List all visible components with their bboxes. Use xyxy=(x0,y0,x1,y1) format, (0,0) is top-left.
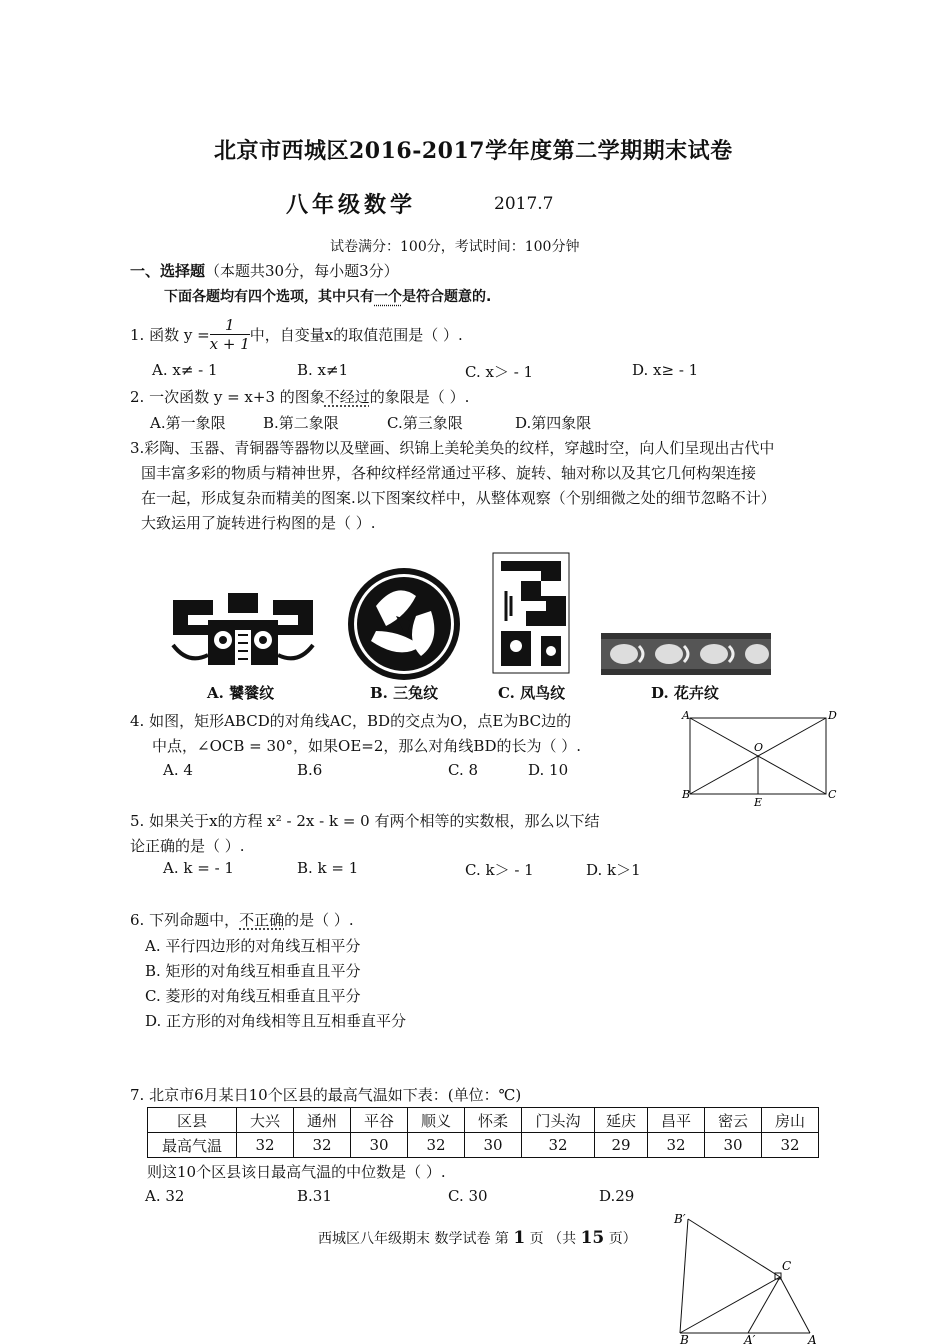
temperature-table xyxy=(147,1107,819,1158)
label-d: D xyxy=(828,709,837,722)
table-cell: 延庆 xyxy=(595,1108,648,1133)
table-cell: 32 xyxy=(294,1133,351,1158)
section-heading: 一、选择题（本题共30分，每小题3分） xyxy=(130,262,399,280)
table-cell: 昌平 xyxy=(648,1108,705,1133)
q7-option-a: A. 32 xyxy=(145,1187,185,1205)
table-cell: 通州 xyxy=(294,1108,351,1133)
phoenix-pattern-image xyxy=(491,551,571,675)
table-cell: 30 xyxy=(351,1133,408,1158)
table-cell: 平谷 xyxy=(351,1108,408,1133)
table-cell: 密云 xyxy=(705,1108,762,1133)
q3-caption-b: B. 三兔纹 xyxy=(370,684,439,702)
table-cell: 32 xyxy=(237,1133,294,1158)
fraction: $\frac{1}{x + 1}$ xyxy=(209,315,250,353)
q4-line-1: 4. 如图，矩形ABCD的对角线AC，BD的交点为O，点E为BC边的 xyxy=(130,712,572,730)
q1-option-d: D. x≥ - 1 xyxy=(632,361,699,379)
exam-date: 2017.7 xyxy=(494,194,554,214)
q7-option-d: D.29 xyxy=(599,1187,635,1205)
q2-option-c: C.第三象限 xyxy=(387,414,463,432)
table-cell: 最高气温 xyxy=(148,1133,237,1158)
table-cell: 32 xyxy=(522,1133,595,1158)
table-cell: 30 xyxy=(465,1133,522,1158)
table-cell: 29 xyxy=(595,1133,648,1158)
question-6: 6. 下列命题中，不正确的是（ ）. xyxy=(130,911,354,929)
q4-line-2: 中点，∠OCB = 30°，如果OE=2，那么对角线BD的长为（ ）. xyxy=(152,737,582,755)
label-o: O xyxy=(754,741,764,754)
table-cell: 32 xyxy=(408,1133,465,1158)
q2-option-b: B.第二象限 xyxy=(263,414,339,432)
q3-caption-d: D. 花卉纹 xyxy=(651,684,719,702)
q5-line-1: 5. 如果关于x的方程 x² - 2x - k = 0 有两个相等的实数根，那么以下结 xyxy=(130,812,600,830)
q4-option-d: D. 10 xyxy=(528,761,569,779)
q4-option-a: A. 4 xyxy=(163,761,193,779)
table-cell: 区县 xyxy=(148,1108,237,1133)
floral-pattern-image xyxy=(599,631,773,677)
q5-option-d: D. k＞1 xyxy=(586,861,641,879)
q6-option-b: B. 矩形的对角线互相垂直且平分 xyxy=(145,962,361,980)
exam-info: 试卷满分：100分，考试时间：100分钟 xyxy=(330,239,580,255)
q3-line-4: 大致运用了旋转进行构图的是（ ）. xyxy=(141,514,376,532)
q6-option-a: A. 平行四边形的对角线互相平分 xyxy=(145,937,361,955)
taotie-pattern-image xyxy=(163,585,323,685)
label-b: B xyxy=(682,788,691,801)
q4-option-c: C. 8 xyxy=(448,761,479,779)
label-c: C xyxy=(782,1259,792,1273)
table-cell: 房山 xyxy=(762,1108,819,1133)
q1-option-c: C. x＞ - 1 xyxy=(465,363,534,381)
q5-option-a: A. k = - 1 xyxy=(163,859,234,877)
q3-caption-c: C. 凤鸟纹 xyxy=(498,684,566,702)
q5-line-2: 论正确的是（ ）. xyxy=(130,837,245,855)
label-a-prime: A′ xyxy=(744,1333,756,1344)
subject-title: 八年级数学 xyxy=(286,192,417,218)
table-cell: 30 xyxy=(705,1133,762,1158)
page-title: 北京市西城区2016-2017学年度第二学期期末试卷 xyxy=(214,138,733,164)
q7-line-1: 7. 北京市6月某日10个区县的最高气温如下表：(单位：℃) xyxy=(130,1086,522,1104)
triangle-rotation-figure xyxy=(670,1205,830,1344)
label-c: C xyxy=(828,788,837,801)
q5-option-c: C. k＞ - 1 xyxy=(465,861,534,879)
table-cell: 门头沟 xyxy=(522,1108,595,1133)
q3-caption-a: A. 饕餮纹 xyxy=(207,684,275,702)
question-2: 2. 一次函数 y = x+3 的图象不经过的象限是（ ）. xyxy=(130,388,470,406)
q7-option-c: C. 30 xyxy=(448,1187,488,1205)
section-instruction: 下面各题均有四个选项，其中只有一个是符合题意的. xyxy=(164,289,492,305)
q7-line-2: 则这10个区县该日最高气温的中位数是（ ）. xyxy=(147,1163,446,1181)
table-cell: 怀柔 xyxy=(465,1108,522,1133)
label-b: B xyxy=(680,1333,689,1344)
table-cell: 32 xyxy=(648,1133,705,1158)
three-rabbits-pattern-image xyxy=(346,566,462,682)
table-cell: 顺义 xyxy=(408,1108,465,1133)
table-row xyxy=(148,1133,819,1158)
label-a: A xyxy=(808,1333,817,1344)
q3-line-3: 在一起，形成复杂而精美的图案.以下图案纹样中，从整体观察（个别细微之处的细节忽略不计） xyxy=(141,489,776,507)
rectangle-abcd-figure xyxy=(680,708,840,808)
label-b-prime: B′ xyxy=(674,1212,686,1226)
q1-option-b: B. x≠1 xyxy=(297,361,349,379)
q3-line-1: 3.彩陶、玉器、青铜器等器物以及壁画、织锦上美轮美奂的纹样，穿越时空，向人们呈现出古代中 xyxy=(130,439,775,457)
table-header-row xyxy=(148,1108,819,1133)
q7-option-b: B.31 xyxy=(297,1187,332,1205)
q3-line-2: 国丰富多彩的物质与精神世界，各种纹样经常通过平移、旋转、轴对称以及其它几何构架连接 xyxy=(141,464,757,482)
q5-option-b: B. k = 1 xyxy=(297,859,359,877)
q6-option-d: D. 正方形的对角线相等且互相垂直平分 xyxy=(145,1012,407,1030)
label-a: A xyxy=(682,709,690,722)
table-cell: 32 xyxy=(762,1133,819,1158)
page-footer: 西城区八年级期末 数学试卷 第 1 页 （共 15 页） xyxy=(318,1228,637,1248)
q4-option-b: B.6 xyxy=(297,761,323,779)
q2-option-d: D.第四象限 xyxy=(515,414,592,432)
q1-option-a: A. x≠ - 1 xyxy=(152,361,218,379)
label-e: E xyxy=(754,796,763,808)
q2-option-a: A.第一象限 xyxy=(150,414,226,432)
q6-option-c: C. 菱形的对角线互相垂直且平分 xyxy=(145,987,361,1005)
table-cell: 大兴 xyxy=(237,1108,294,1133)
question-1: 1. 函数 y = $\frac{1}{x + 1}$ 中，自变量x的取值范围是（ ）. xyxy=(130,315,463,353)
